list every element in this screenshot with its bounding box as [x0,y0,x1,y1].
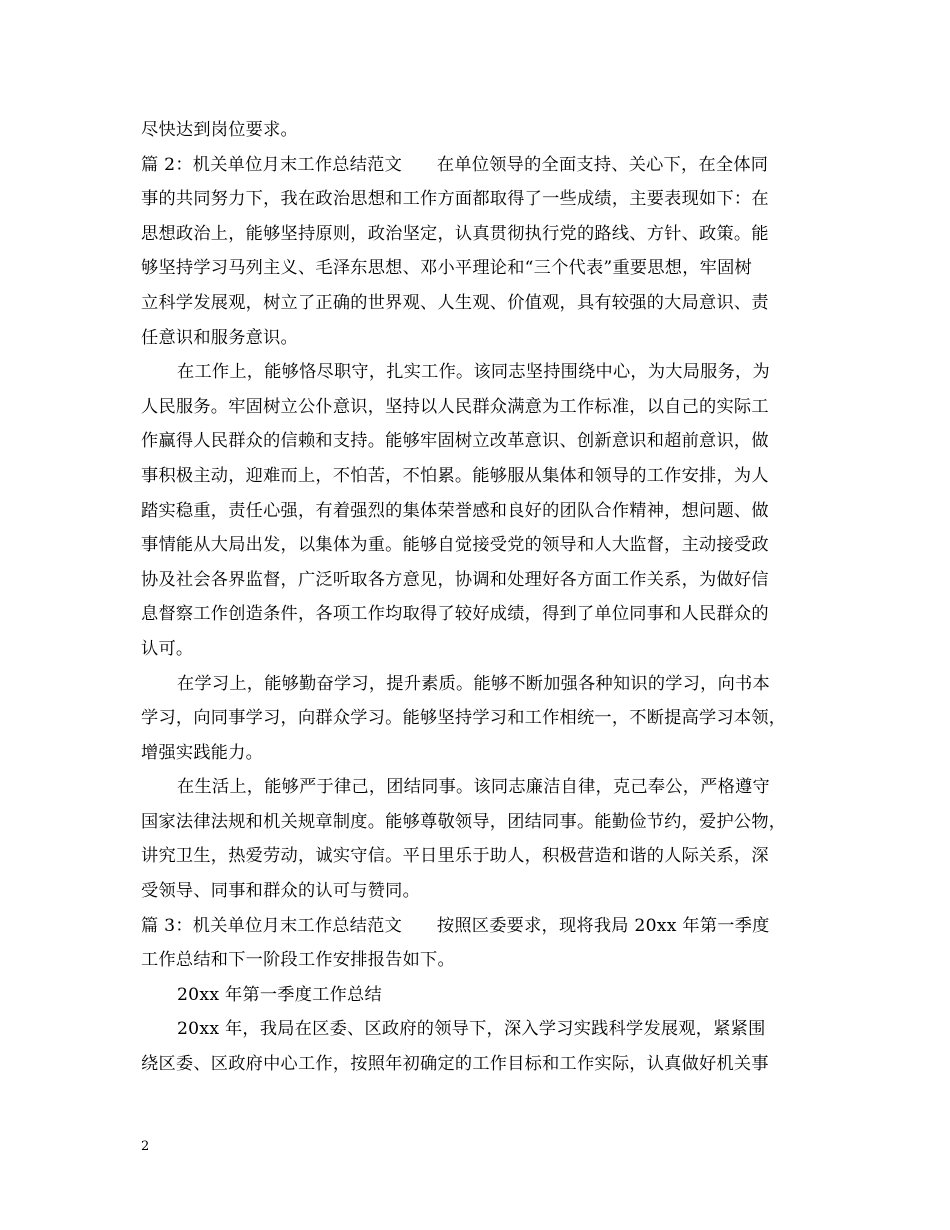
text-line: 篇 3：机关单位月末工作总结范文 按照区委要求，现将我局 20xx 年第一季度 [141,915,770,936]
text-line: 尽快达到岗位要求。 [141,120,298,140]
text-line: 在生活上，能够严于律己，团结同事。该同志廉洁自律，克己奉公，严格遵守 [177,777,770,798]
text-line: 协及社会各界监督，广泛听取各方意见，协调和处理好各方面工作关系，为做好信 [141,569,769,590]
text-line: 篇 2：机关单位月末工作总结范文 在单位领导的全面支持、关心下，在全体同 [141,154,769,175]
text-line: 国家法律法规和机关规章制度。能够尊敬领导，团结同事。能勤俭节约，爱护公物， [141,811,787,832]
text-line: 息督察工作创造条件，各项工作均取得了较好成绩，得到了单位同事和人民群众的 [141,604,769,625]
text-line: 事的共同努力下，我在政治思想和工作方面都取得了一些成绩，主要表现如下：在 [141,189,769,210]
text-line: 绕区委、区政府中心工作，按照年初确定的工作目标和工作实际，认真做好机关事 [141,1054,769,1075]
text-line: 事情能从大局出发，以集体为重。能够自觉接受党的领导和人大监督，主动接受政 [141,535,769,556]
text-line: 事积极主动，迎难而上，不怕苦，不怕累。能够服从集体和领导的工作安排，为人 [141,465,769,486]
text-line: 在学习上，能够勤奋学习，提升素质。能够不断加强各种知识的学习，向书本 [177,673,770,694]
text-line: 增强实践能力。 [141,742,264,763]
text-line: 立科学发展观，树立了正确的世界观、人生观、价值观，具有较强的大局意识、责 [141,292,769,313]
text-line: 人民服务。牢固树立公仆意识，坚持以人民群众满意为工作标准，以自己的实际工 [141,396,769,417]
text-line: 够坚持学习马列主义、毛泽东思想、邓小平理论和“三个代表”重要思想，牢固树 [141,258,752,279]
page-number: 2 [141,1139,150,1154]
text-line: 作赢得人民群众的信赖和支持。能够牢固树立改革意识、创新意识和超前意识，做 [141,431,769,452]
text-line: 20xx 年第一季度工作总结 [177,984,382,1005]
text-line: 20xx 年，我局在区委、区政府的领导下，深入学习实践科学发展观，紧紧围 [177,1019,766,1040]
text-line: 学习，向同事学习，向群众学习。能够坚持学习和工作相统一，不断提高学习本领， [141,708,787,729]
text-line: 思想政治上，能够坚持原则，政治坚定，认真贯彻执行党的路线、方针、政策。能 [141,223,769,244]
text-line: 受领导、同事和群众的认可与赞同。 [141,881,421,902]
text-line: 在工作上，能够恪尽职守，扎实工作。该同志坚持围绕中心，为大局服务，为 [177,362,770,383]
document-body [141,113,817,1082]
text-line: 认可。 [141,638,194,659]
text-line: 讲究卫生，热爱劳动，诚实守信。平日里乐于助人，积极营造和谐的人际关系，深 [141,846,769,867]
text-line: 踏实稳重，责任心强，有着强烈的集体荣誉感和良好的团队合作精神，想问题、做 [141,500,769,521]
text-line: 工作总结和下一阶段工作安排报告如下。 [141,950,455,971]
text-line: 任意识和服务意识。 [141,327,298,348]
